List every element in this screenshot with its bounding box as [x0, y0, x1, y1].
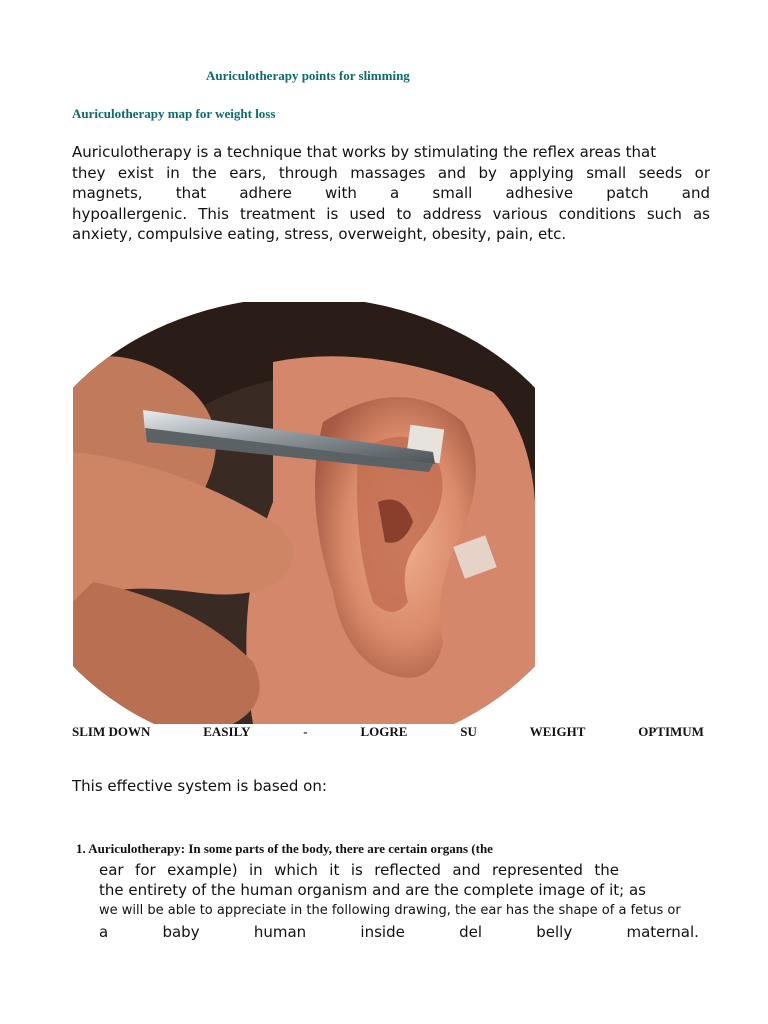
slim-down-heading [72, 724, 704, 740]
slim-word: LOGRE [360, 724, 408, 739]
word: inside [360, 923, 405, 941]
slim-word: EASILY [203, 724, 251, 739]
document-subtitle: Auriculotherapy map for weight loss [72, 106, 276, 121]
numbered-list [76, 841, 702, 941]
word: example) [167, 861, 238, 879]
slim-word: WEIGHT [529, 724, 586, 739]
slim-word: - [303, 724, 308, 739]
word: a [99, 923, 109, 941]
word: and [452, 861, 481, 879]
ear-patch-photo [73, 302, 535, 724]
intro-paragraph [72, 142, 710, 245]
based-on-text: This effective system is based on: [72, 777, 327, 795]
word: ear [99, 861, 124, 879]
word: maternal. [626, 923, 699, 941]
word: represented [492, 861, 583, 879]
word: which [274, 861, 318, 879]
word: reflected [374, 861, 441, 879]
word: belly [536, 923, 573, 941]
list-line: the entirety of the human organism and are the complete image of it; as [99, 881, 646, 899]
list-line [99, 861, 619, 879]
intro-line: magnets, that adhere with a small adhesive patch and [72, 184, 710, 203]
word: in [249, 861, 263, 879]
list-number: 1. [76, 841, 86, 856]
word: the [594, 861, 619, 879]
intro-line: anxiety, compulsive eating, stress, overweight, obesity, pain, etc. [72, 225, 567, 244]
list-line: we will be able to appreciate in the following drawing, the ear has the shape of a fetus or [99, 903, 681, 918]
word: it [329, 861, 340, 879]
word: human [253, 923, 307, 941]
intro-line: they exist in the ears, through massages and by applying small seeds or [72, 163, 710, 182]
word: for [135, 861, 156, 879]
word: baby [162, 923, 200, 941]
list-item-first-line [76, 841, 702, 857]
slim-word: SU [460, 724, 477, 739]
intro-line: hypoallergenic. This treatment is used to address various conditions such as [72, 204, 710, 223]
word: is [350, 861, 363, 879]
word: del [459, 923, 482, 941]
slim-word: SLIM DOWN [72, 724, 151, 739]
list-line-text: Auriculotherapy: In some parts of the body, there are certain organs (the [88, 841, 493, 856]
intro-line: Auriculotherapy is a technique that works by stimulating the reflex areas that [72, 143, 657, 161]
document-title: Auriculotherapy points for slimming [206, 68, 410, 83]
list-line [99, 923, 699, 941]
slim-word: OPTIMUM [638, 724, 704, 739]
